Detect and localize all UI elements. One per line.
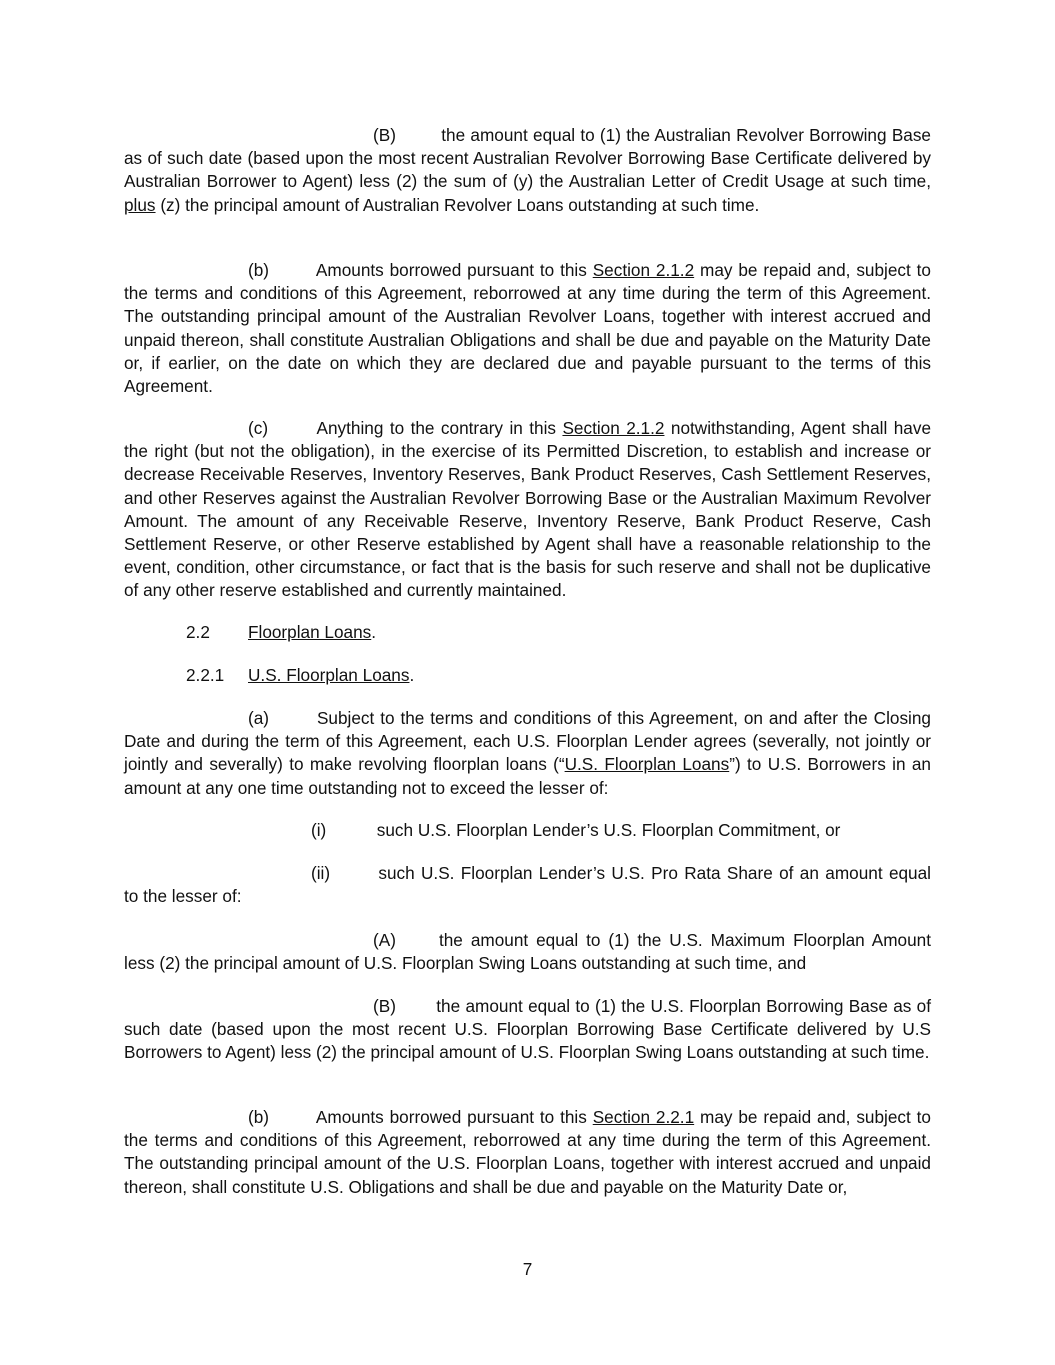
- paragraph-text: Amounts borrowed pursuant to this: [315, 260, 587, 280]
- paragraph-a-floorplan-loans: [124, 707, 931, 800]
- clause-ii-pro-rata: [124, 862, 931, 908]
- clause-A-maximum-floorplan: [124, 929, 931, 975]
- defined-term: U.S. Floorplan Loans: [564, 754, 730, 775]
- section-heading-2-2: [186, 621, 376, 644]
- paragraph-text-continued: notwithstanding, Agent shall have the right (but not the obligation), in the exercise of its Permitted Discretion, to establish and increase or decrease Receivable Reserves, Inventory Reserves, Bank Product Reserves, Cash Settlement Reserves, and other Reserves against the Australian Revolver Borrowing Base or the Australian Maximum Revolver Amount. The amount of any Receivable Reserve, Inventory Reserve, Bank Product Reserve, Cash Settlement Reserve, or other Reserve established by Agent shall have a reasonable relationship to the event, condition, other circumstance, or fact that is the basis for such reserve and shall not be duplicative of any other reserve established and currently maintained.: [124, 418, 931, 601]
- section-reference: Section 2.1.2: [592, 260, 695, 280]
- clause-text: the amount equal to (1) the U.S. Maximum Floorplan Amount less (2) the principal amount of U.S. Floorplan Swing Loans outstanding at such time, and: [124, 930, 931, 974]
- paragraph-text-continued: may be repaid and, subject to the terms and conditions of this Agreement, reborrowed at any time during the term of this Agreement. The outstanding principal amount of the U.S. Floorplan Loans, together with interest accrued and unpaid thereon, shall constitute U.S. Obligations and shall be due and payable on the Maturity Date or,: [124, 1107, 931, 1197]
- clause-text-continued: (z) the principal amount of Australian Revolver Loans outstanding at such time.: [160, 194, 760, 215]
- clause-b-australian-borrowing-base: [124, 124, 931, 217]
- clause-label: (i): [311, 820, 327, 840]
- heading-period: .: [409, 665, 415, 685]
- paragraph-label: (c): [248, 418, 269, 438]
- clause-label: (B): [373, 996, 396, 1016]
- section-title: U.S. Floorplan Loans: [248, 665, 410, 685]
- clause-B-floorplan-borrowing-base: [124, 995, 931, 1065]
- clause-text: the amount equal to (1) the U.S. Floorplan Borrowing Base as of such date (based upon the most recent U.S. Floorplan Borrowing Base Certificate delivered by U.S Borrowers to Agent) less (2) the principal amount of U.S. Floorplan Swing Loans outstanding at such time.: [124, 996, 931, 1063]
- paragraph-text-continued: ”) to U.S. Borrowers in an amount at any one time outstanding not to exceed the lesser of:: [124, 754, 931, 798]
- paragraph-text-continued: may be repaid and, subject to the terms and conditions of this Agreement, reborrowed at any time during the term of this Agreement. The outstanding principal amount of the Australian Revolver Loans, together with interest accrued and unpaid thereon, shall constitute Australian Obligations and shall be due and payable on the Maturity Date or, if earlier, on the date on which they are declared due and payable pursuant to the terms of this Agreement.: [124, 260, 931, 397]
- plus-emphasis: plus: [124, 194, 156, 215]
- section-reference: Section 2.2.1: [592, 1107, 695, 1127]
- paragraph-text: Anything to the contrary in this: [316, 418, 557, 438]
- section-title: Floorplan Loans: [248, 622, 372, 642]
- heading-period: .: [371, 622, 377, 642]
- paragraph-label: (a): [248, 708, 270, 728]
- clause-text: such U.S. Floorplan Lender’s U.S. Floorplan Commitment, or: [376, 820, 841, 840]
- paragraph-label: (b): [248, 1107, 270, 1127]
- clause-label: (A): [373, 930, 396, 950]
- paragraph-text: Amounts borrowed pursuant to this: [315, 1107, 587, 1127]
- paragraph-b-repayment: [124, 259, 931, 398]
- section-heading-2-2-1: [186, 664, 414, 687]
- paragraph-b-floorplan-repayment: [124, 1106, 931, 1199]
- section-number: 2.2.1: [186, 665, 225, 685]
- page-number: 7: [522, 1259, 533, 1279]
- clause-label: (B): [373, 125, 396, 145]
- paragraph-label: (b): [248, 260, 270, 280]
- paragraph-c-reserves: [124, 417, 931, 603]
- clause-text: the amount equal to (1) the Australian Revolver Borrowing Base as of such date (based upon the most recent Australian Revolver Borrowing Base Certificate delivered by Australian Borrower to Agent) less (2) the sum of (y) the Australian Letter of Credit Usage at such time,: [124, 125, 931, 192]
- clause-label: (ii): [311, 863, 331, 883]
- section-reference: Section 2.1.2: [562, 418, 665, 438]
- section-number: 2.2: [186, 622, 210, 642]
- clause-i-commitment: [124, 819, 931, 842]
- paragraph-text: Subject to the terms and conditions of this Agreement, on and after the Closing Date and during the term of this Agreement, each U.S. Floorplan Lender agrees (severally, not jointly or jointly and severally) to make revolving floorplan loans (“: [124, 708, 931, 775]
- clause-text: such U.S. Floorplan Lender’s U.S. Pro Rata Share of an amount equal to the lesser of:: [124, 863, 931, 907]
